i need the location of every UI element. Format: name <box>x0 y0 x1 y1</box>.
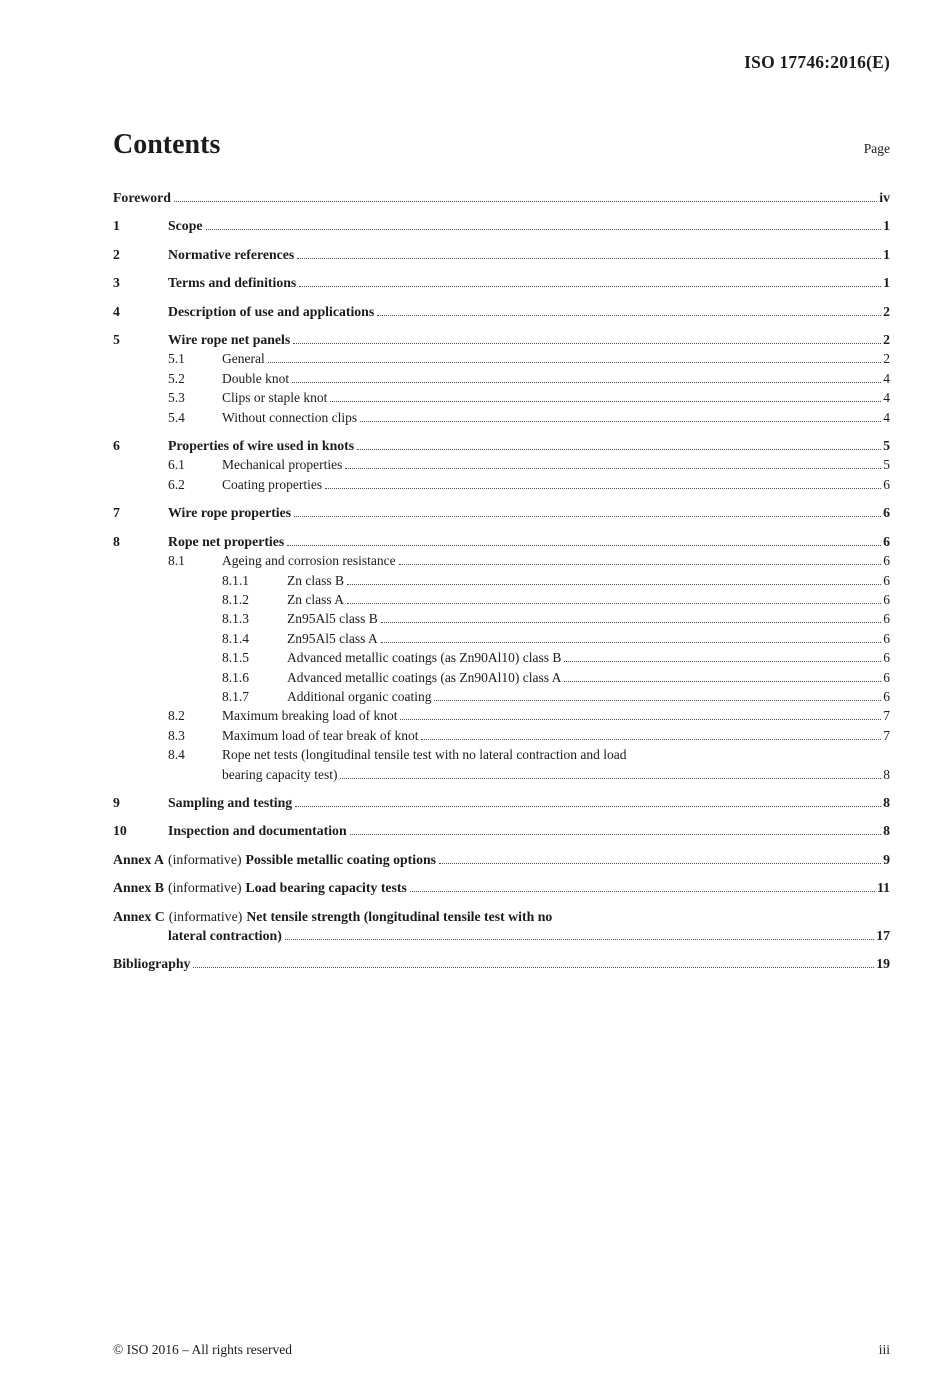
toc-entry-page: 6 <box>883 688 890 704</box>
toc-entry-page: 4 <box>883 370 890 386</box>
toc-entry-title: Sampling and testing <box>168 794 293 810</box>
toc-row <box>113 455 890 474</box>
toc-row <box>113 388 890 407</box>
toc-entry-title: Normative references <box>168 246 295 262</box>
toc-entry-number: 4 <box>113 303 120 319</box>
toc-entry-title: Possible metallic coating options <box>245 851 437 867</box>
toc-row <box>113 436 890 455</box>
toc-row <box>113 745 890 764</box>
toc-entry-page: iv <box>879 190 890 205</box>
dot-leader <box>399 564 882 565</box>
toc-row <box>113 245 890 264</box>
toc-entry-title: Properties of wire used in knots <box>168 438 355 454</box>
toc-row-annex-c <box>113 907 890 926</box>
toc-entry-title: Advanced metallic coatings (as Zn90Al10) class B <box>287 650 562 666</box>
copyright-notice: © ISO 2016 – All rights reserved <box>113 1342 292 1357</box>
toc-entry-number: 8.1.2 <box>222 591 249 607</box>
toc-entry-number: 8.1.7 <box>222 688 249 704</box>
toc-entry-number: 8.1.6 <box>222 669 249 685</box>
toc-entry-number: 10 <box>113 823 127 839</box>
toc-entry-title: Double knot <box>222 370 290 386</box>
toc-row <box>113 302 890 321</box>
toc-entry-page: 2 <box>883 351 890 367</box>
toc-row <box>113 706 890 725</box>
toc-entry-page: 6 <box>883 611 890 627</box>
dot-leader <box>347 584 881 585</box>
toc-entry-page: 1 <box>883 246 890 262</box>
toc-row <box>113 571 890 590</box>
dot-leader <box>439 863 881 864</box>
toc-entry-page: 8 <box>883 794 890 810</box>
toc-entry-page: 7 <box>883 708 890 724</box>
toc-row <box>113 726 890 745</box>
annex-qualifier: (informative) <box>168 908 243 924</box>
toc-entry-number: 8.1 <box>168 553 185 569</box>
dot-leader <box>410 891 875 892</box>
toc-entry-title: Description of use and applications <box>168 303 375 319</box>
toc-row-foreword <box>113 188 890 207</box>
toc-entry-page: 1 <box>883 218 890 234</box>
toc-entry-page: 2 <box>883 303 890 319</box>
toc-entry-title: Zn95Al5 class B <box>287 611 378 627</box>
contents-header <box>113 129 890 161</box>
contents-title: Contents <box>113 129 221 160</box>
toc-entry-page: 6 <box>883 591 890 607</box>
dot-leader <box>400 719 881 720</box>
toc-entry-page: 8 <box>883 766 890 782</box>
annex-label: Annex B <box>113 880 164 896</box>
toc-row-continuation <box>113 765 890 784</box>
toc-entry-page: 5 <box>883 457 890 473</box>
toc-entry-title: Wire rope net panels <box>168 332 291 348</box>
toc-entry-title: Additional organic coating <box>287 688 432 704</box>
toc-entry-page: 6 <box>883 650 890 666</box>
toc-entry-page: 1 <box>883 275 890 291</box>
toc-row-annex-a <box>113 850 890 869</box>
dot-leader <box>193 967 874 968</box>
dot-leader <box>295 806 881 807</box>
toc-entry-page: 6 <box>883 476 890 492</box>
toc-entry-number: 5 <box>113 332 120 348</box>
dot-leader <box>299 286 881 287</box>
toc-entry-number: 1 <box>113 218 120 234</box>
toc-entry-page: 6 <box>883 669 890 685</box>
toc-entry-page: 4 <box>883 390 890 406</box>
toc-row <box>113 793 890 812</box>
dot-leader <box>285 939 874 940</box>
toc-entry-title: Bibliography <box>113 956 191 972</box>
page-footer <box>113 1342 890 1358</box>
toc-row <box>113 216 890 235</box>
toc-entry-number: 8.1.1 <box>222 572 249 588</box>
toc-entry-number: 7 <box>113 505 120 521</box>
toc-entry-number: 6.2 <box>168 476 185 492</box>
toc-entry-title: Zn class A <box>287 591 344 607</box>
dot-leader <box>325 488 881 489</box>
dot-leader <box>347 603 881 604</box>
annex-qualifier: (informative) <box>167 880 242 896</box>
toc-entry-title: Foreword <box>113 190 171 205</box>
dot-leader <box>287 545 881 546</box>
toc-row <box>113 629 890 648</box>
dot-leader <box>381 622 882 623</box>
dot-leader <box>293 343 881 344</box>
folio-page-number: iii <box>878 1342 890 1357</box>
toc-row <box>113 648 890 667</box>
toc-entry-number: 5.3 <box>168 390 185 406</box>
toc-entry-title: Ageing and corrosion resistance <box>222 553 396 569</box>
toc-entry-number: 6 <box>113 438 120 454</box>
toc-entry-title: bearing capacity test) <box>222 766 338 782</box>
dot-leader <box>381 642 882 643</box>
toc-row <box>113 408 890 427</box>
toc-entry-page: 6 <box>883 630 890 646</box>
toc-entry-page: 6 <box>883 505 890 521</box>
dot-leader <box>294 516 881 517</box>
toc-row <box>113 503 890 522</box>
toc-entry-number: 9 <box>113 794 120 810</box>
toc-entry-page: 19 <box>876 956 890 972</box>
dot-leader <box>345 468 881 469</box>
toc-entry-number: 2 <box>113 246 120 262</box>
toc-entry-number: 8.1.4 <box>222 630 249 646</box>
dot-leader <box>292 382 881 383</box>
toc-entry-number: 5.1 <box>168 351 185 367</box>
toc-row <box>113 349 890 368</box>
toc-entry-number: 8 <box>113 533 120 549</box>
toc-entry-title: Scope <box>168 218 203 234</box>
page-column-label: Page <box>863 141 890 156</box>
toc-entry-page: 6 <box>883 533 890 549</box>
toc-entry-title: Terms and definitions <box>168 275 297 291</box>
dot-leader <box>434 700 881 701</box>
toc-entry-page: 7 <box>883 727 890 743</box>
toc-entry-title: Zn95Al5 class A <box>287 630 378 646</box>
toc-entry-page: 17 <box>876 928 890 943</box>
toc-entry-page: 11 <box>876 880 890 896</box>
dot-leader <box>357 449 881 450</box>
toc-entry-title: Mechanical properties <box>222 457 343 473</box>
toc-entry-title: Net tensile strength (longitudinal tensile test with no <box>246 908 553 924</box>
annex-label: Annex A <box>113 851 164 867</box>
toc-entry-number: 8.1.5 <box>222 650 249 666</box>
toc-entry-title: Without connection clips <box>222 409 358 425</box>
toc-entry-page: 6 <box>883 572 890 588</box>
dot-leader <box>297 258 881 259</box>
toc-entry-title: Zn class B <box>287 572 344 588</box>
dot-leader <box>377 315 881 316</box>
toc-entry-page: 8 <box>883 823 890 839</box>
dot-leader <box>564 661 881 662</box>
toc-row <box>113 609 890 628</box>
toc-entry-page: 2 <box>883 332 890 348</box>
dot-leader <box>421 739 881 740</box>
dot-leader <box>268 362 882 363</box>
toc-entry-title: Clips or staple knot <box>222 390 328 406</box>
annex-qualifier: (informative) <box>167 851 242 867</box>
dot-leader <box>564 681 881 682</box>
toc-entry-number: 5.2 <box>168 370 185 386</box>
toc-row <box>113 590 890 609</box>
table-of-contents <box>113 188 890 974</box>
toc-entry-number: 5.4 <box>168 409 185 425</box>
toc-entry-title: Wire rope properties <box>168 505 292 521</box>
toc-row <box>113 821 890 840</box>
toc-row <box>113 532 890 551</box>
toc-entry-number: 8.4 <box>168 747 185 763</box>
dot-leader <box>360 421 881 422</box>
doc-reference: ISO 17746:2016(E) <box>744 52 890 72</box>
toc-entry-title: Maximum breaking load of knot <box>222 708 398 724</box>
toc-entry-number: 3 <box>113 275 120 291</box>
dot-leader <box>340 778 881 779</box>
toc-entry-number: 8.3 <box>168 727 185 743</box>
toc-entry-title: Inspection and documentation <box>168 823 347 839</box>
document-page <box>0 52 950 974</box>
toc-row-bibliography <box>113 954 890 973</box>
toc-entry-title: Rope net properties <box>168 533 285 549</box>
toc-entry-number: 6.1 <box>168 457 185 473</box>
toc-entry-page: 5 <box>883 438 890 454</box>
toc-row <box>113 551 890 570</box>
dot-leader <box>330 401 881 402</box>
toc-entry-page: 9 <box>883 851 890 867</box>
toc-entry-title: lateral contraction) <box>168 928 282 943</box>
toc-row <box>113 273 890 292</box>
toc-entry-title: Maximum load of tear break of knot <box>222 727 419 743</box>
toc-entry-page: 6 <box>883 553 890 569</box>
dot-leader <box>350 834 881 835</box>
toc-row-continuation <box>113 926 890 945</box>
toc-row <box>113 668 890 687</box>
dot-leader <box>206 229 882 230</box>
toc-row <box>113 330 890 349</box>
toc-row-annex-b <box>113 878 890 897</box>
toc-entry-page: 4 <box>883 409 890 425</box>
dot-leader <box>174 201 877 202</box>
toc-entry-title: Coating properties <box>222 476 323 492</box>
toc-entry-title: Advanced metallic coatings (as Zn90Al10) class A <box>287 669 562 685</box>
toc-entry-number: 8.1.3 <box>222 611 249 627</box>
toc-row <box>113 475 890 494</box>
toc-entry-title: Rope net tests (longitudinal tensile test with no lateral contraction and load <box>222 747 627 763</box>
toc-entry-number: 8.2 <box>168 708 185 724</box>
annex-label: Annex C <box>113 908 165 924</box>
toc-row <box>113 369 890 388</box>
toc-row <box>113 687 890 706</box>
toc-entry-title: Load bearing capacity tests <box>245 880 407 896</box>
toc-entry-title: General <box>222 351 265 367</box>
